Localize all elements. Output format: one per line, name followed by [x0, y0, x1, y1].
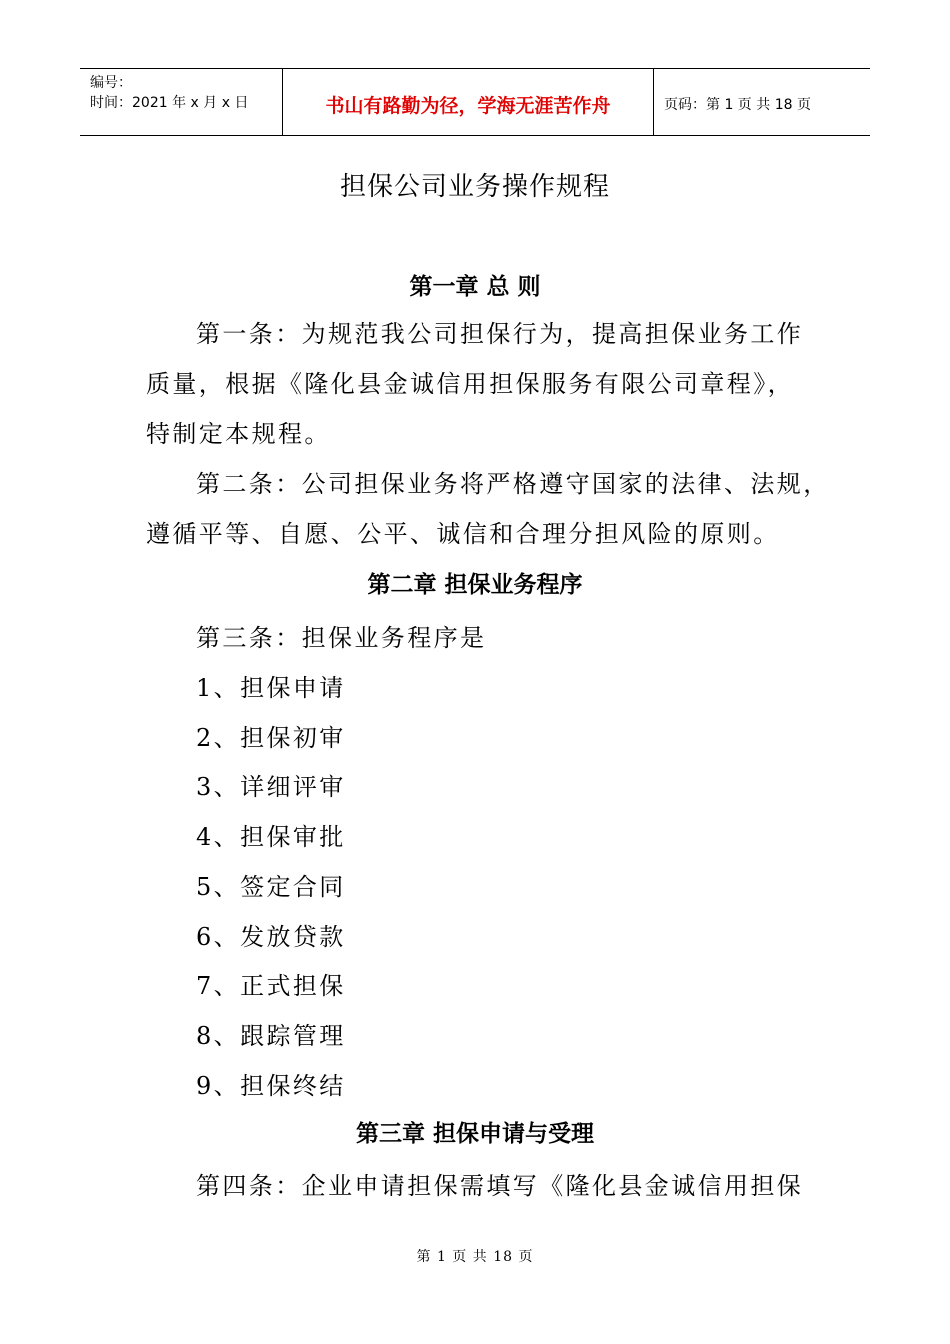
article-1-line-2: 质量，根据《隆化县金诚信用担保服务有限公司章程》， [146, 370, 794, 398]
article-2 [146, 459, 830, 559]
article-1 [146, 309, 826, 459]
document-title: 担保公司业务操作规程 [339, 172, 610, 202]
article-3: 第三条：担保业务程序是 [196, 624, 487, 652]
header-date: 时间：2021 年 x 月 x 日 [90, 95, 249, 111]
list-item: 3、详细评审 [196, 773, 346, 801]
header-motto: 书山有路勤为径，学海无涯苦作舟 [282, 69, 654, 135]
list-item: 9、担保终结 [196, 1072, 346, 1100]
list-item: 2、担保初审 [196, 724, 346, 752]
list-item: 6、发放贷款 [196, 923, 346, 951]
list-item: 5、签定合同 [196, 873, 346, 901]
article-1-line-3: 特制定本规程。 [146, 420, 331, 448]
chapter-2-heading: 第二章 担保业务程序 [367, 572, 583, 598]
header-meta [80, 69, 282, 135]
list-item: 4、担保审批 [196, 823, 346, 851]
list-item: 1、担保申请 [196, 674, 346, 702]
page-header [80, 68, 870, 136]
chapter-3-heading: 第三章 担保申请与受理 [355, 1121, 594, 1147]
list-item: 8、跟踪管理 [196, 1022, 346, 1050]
article-4: 第四条：企业申请担保需填写《隆化县金诚信用担保 [196, 1172, 804, 1200]
header-page-info: 页码：第 1 页 共 18 页 [664, 97, 811, 113]
article-2-line-2: 遵循平等、自愿、公平、诚信和合理分担风险的原则。 [146, 520, 780, 548]
page-footer: 第 1 页 共 18 页 [416, 1249, 534, 1265]
article-2-line-1: 第二条：公司担保业务将严格遵守国家的法律、法规， [196, 470, 830, 498]
chapter-1-heading: 第一章 总 则 [409, 274, 541, 300]
list-item: 7、正式担保 [196, 972, 346, 1000]
article-1-line-1: 第一条：为规范我公司担保行为，提高担保业务工作 [196, 320, 804, 348]
header-number: 编号： [90, 75, 132, 91]
